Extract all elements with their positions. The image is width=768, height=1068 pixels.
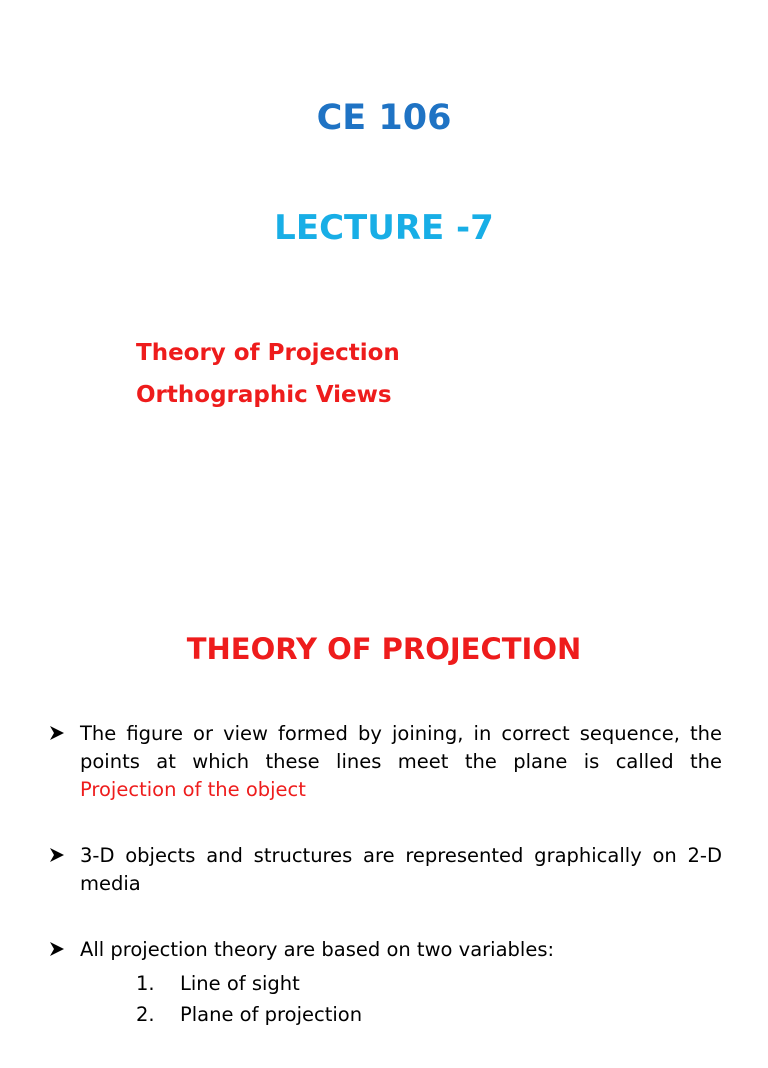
bullet-text: All projection theory are based on two variables: xyxy=(80,938,555,961)
numbered-sublist xyxy=(136,968,722,1030)
arrow-bullet-icon xyxy=(48,846,66,864)
bullet-text: 3-D objects and structures are represented graphically on 2-D media xyxy=(80,844,722,895)
arrow-bullet-icon xyxy=(48,940,66,958)
bullet-item xyxy=(44,842,722,898)
topic-list xyxy=(136,332,400,416)
bullet-text-plain: The figure or view formed by joining, in correct sequence, the points at which these lines meet the plane is called the xyxy=(80,722,722,773)
bullet-item xyxy=(44,936,722,1030)
bullet-highlight: Projection of the object xyxy=(80,778,306,801)
topic-item: Theory of Projection xyxy=(136,340,400,366)
section-heading: THEORY OF PROJECTION xyxy=(186,632,582,666)
arrow-bullet-icon xyxy=(48,724,66,742)
item-text: Line of sight xyxy=(180,972,300,995)
item-text: Plane of projection xyxy=(180,1003,363,1026)
bullet-list xyxy=(44,720,722,1068)
numbered-item xyxy=(136,999,722,1030)
item-number: 1. xyxy=(136,972,155,995)
course-code: CE 106 xyxy=(316,98,452,138)
lecture-number: LECTURE -7 xyxy=(274,208,494,248)
topic-item: Orthographic Views xyxy=(136,382,392,408)
title-slide xyxy=(0,0,768,520)
bullet-text xyxy=(80,720,722,804)
bullet-item xyxy=(44,720,722,804)
numbered-item xyxy=(136,968,722,999)
content-slide xyxy=(0,600,768,1024)
item-number: 2. xyxy=(136,1003,155,1026)
